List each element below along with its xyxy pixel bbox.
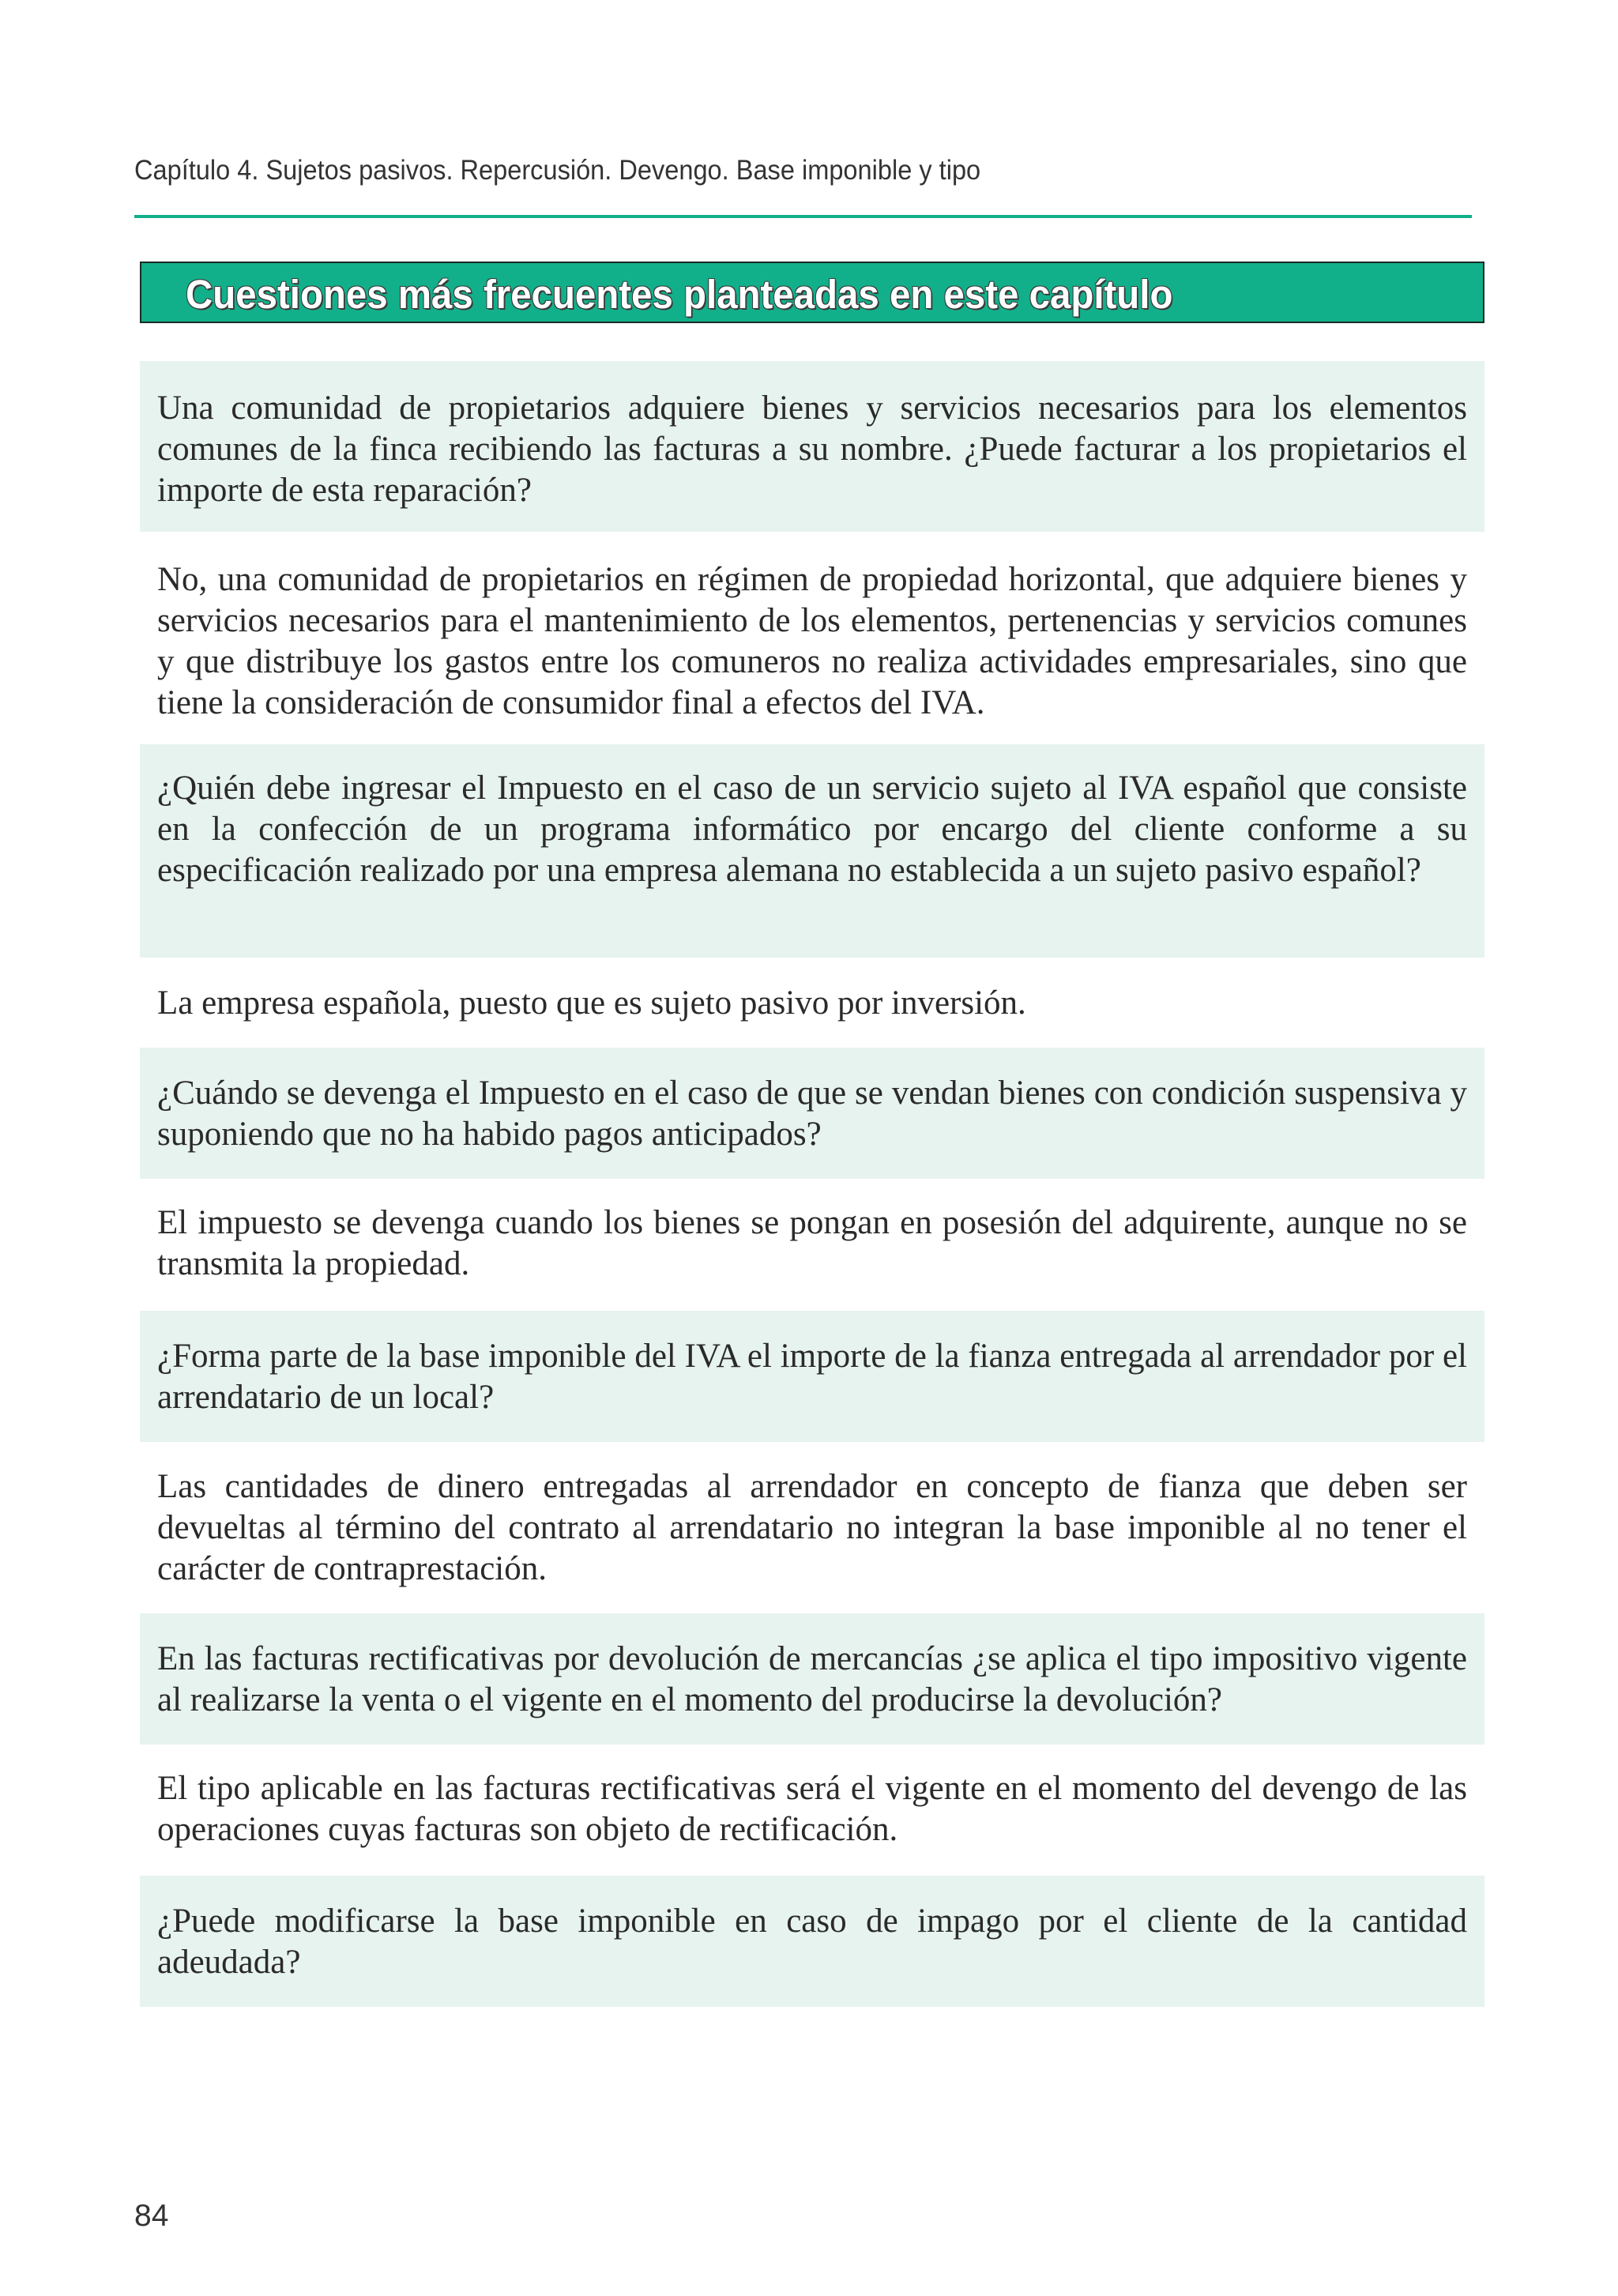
answer-block: [140, 1452, 1484, 1598]
answer-text: Las cantidades de dinero entregadas al arrendador en concepto de fianza que deben ser devueltas al término del contrato al arrendatario no integran la base imponible al no tener el carácter de contraprestación.: [157, 1468, 1467, 1587]
question-text: ¿Cuándo se devenga el Impuesto en el caso de que se vendan bienes con condición suspensiva y suponiendo que no ha habido pagos anticipados?: [157, 1075, 1467, 1153]
question-block: [140, 361, 1484, 532]
question-text: En las facturas rectificativas por devolución de mercancías ¿se aplica el tipo impositivo vigente al realizarse la venta o el vigente en el momento del producirse la devolución?: [157, 1640, 1467, 1718]
section-title: Cuestiones más frecuentes planteadas en este capítulo: [186, 272, 1173, 317]
answer-block: [140, 1188, 1484, 1291]
question-text: ¿Quién debe ingresar el Impuesto en el caso de un servicio sujeto al IVA español que consiste en la confección de un programa informático por encargo del cliente conforme a su especificación realizado por una empresa alemana no establecida a un sujeto pasivo español?: [157, 770, 1467, 889]
question-block: [140, 744, 1484, 958]
answer-block: [140, 545, 1484, 727]
answer-text: No, una comunidad de propietarios en régimen de propiedad horizontal, que adquiere bienes y servicios necesarios para el mantenimiento de los elementos, pertenencias y servicios comunes y que distribuye los gastos entre los comuneros no realiza actividades empresariales, sino que tiene la consideración de consumidor final a efectos del IVA.: [157, 561, 1467, 721]
answer-block: [140, 965, 1484, 1037]
page-number: 84: [134, 2199, 169, 2233]
answer-text: La empresa española, puesto que es sujeto pasivo por inversión.: [157, 984, 1026, 1022]
question-text: ¿Forma parte de la base imponible del IVA el importe de la fianza entregada al arrendador por el arrendatario de un local?: [157, 1338, 1467, 1416]
running-header: Capítulo 4. Sujetos pasivos. Repercusión. Devengo. Base imponible y tipo: [134, 155, 981, 186]
answer-text: El tipo aplicable en las facturas rectificativas será el vigente en el momento del devengo de las operaciones cuyas facturas son objeto de rectificación.: [157, 1770, 1467, 1848]
section-banner: [140, 262, 1484, 323]
answer-text: El impuesto se devenga cuando los bienes se pongan en posesión del adquirente, aunque no se transmita la propiedad.: [157, 1204, 1467, 1282]
question-block: [140, 1613, 1484, 1745]
question-text: ¿Puede modificarse la base imponible en caso de impago por el cliente de la cantidad adeudada?: [157, 1903, 1467, 1981]
question-block: [140, 1311, 1484, 1442]
header-rule: [134, 215, 1472, 218]
answer-block: [140, 1754, 1484, 1857]
question-block: [140, 1876, 1484, 2007]
question-text: Una comunidad de propietarios adquiere bienes y servicios necesarios para los elementos comunes de la finca recibiendo las facturas a su nombre. ¿Puede facturar a los propietarios el importe de esta reparación?: [157, 390, 1467, 509]
question-block: [140, 1048, 1484, 1179]
